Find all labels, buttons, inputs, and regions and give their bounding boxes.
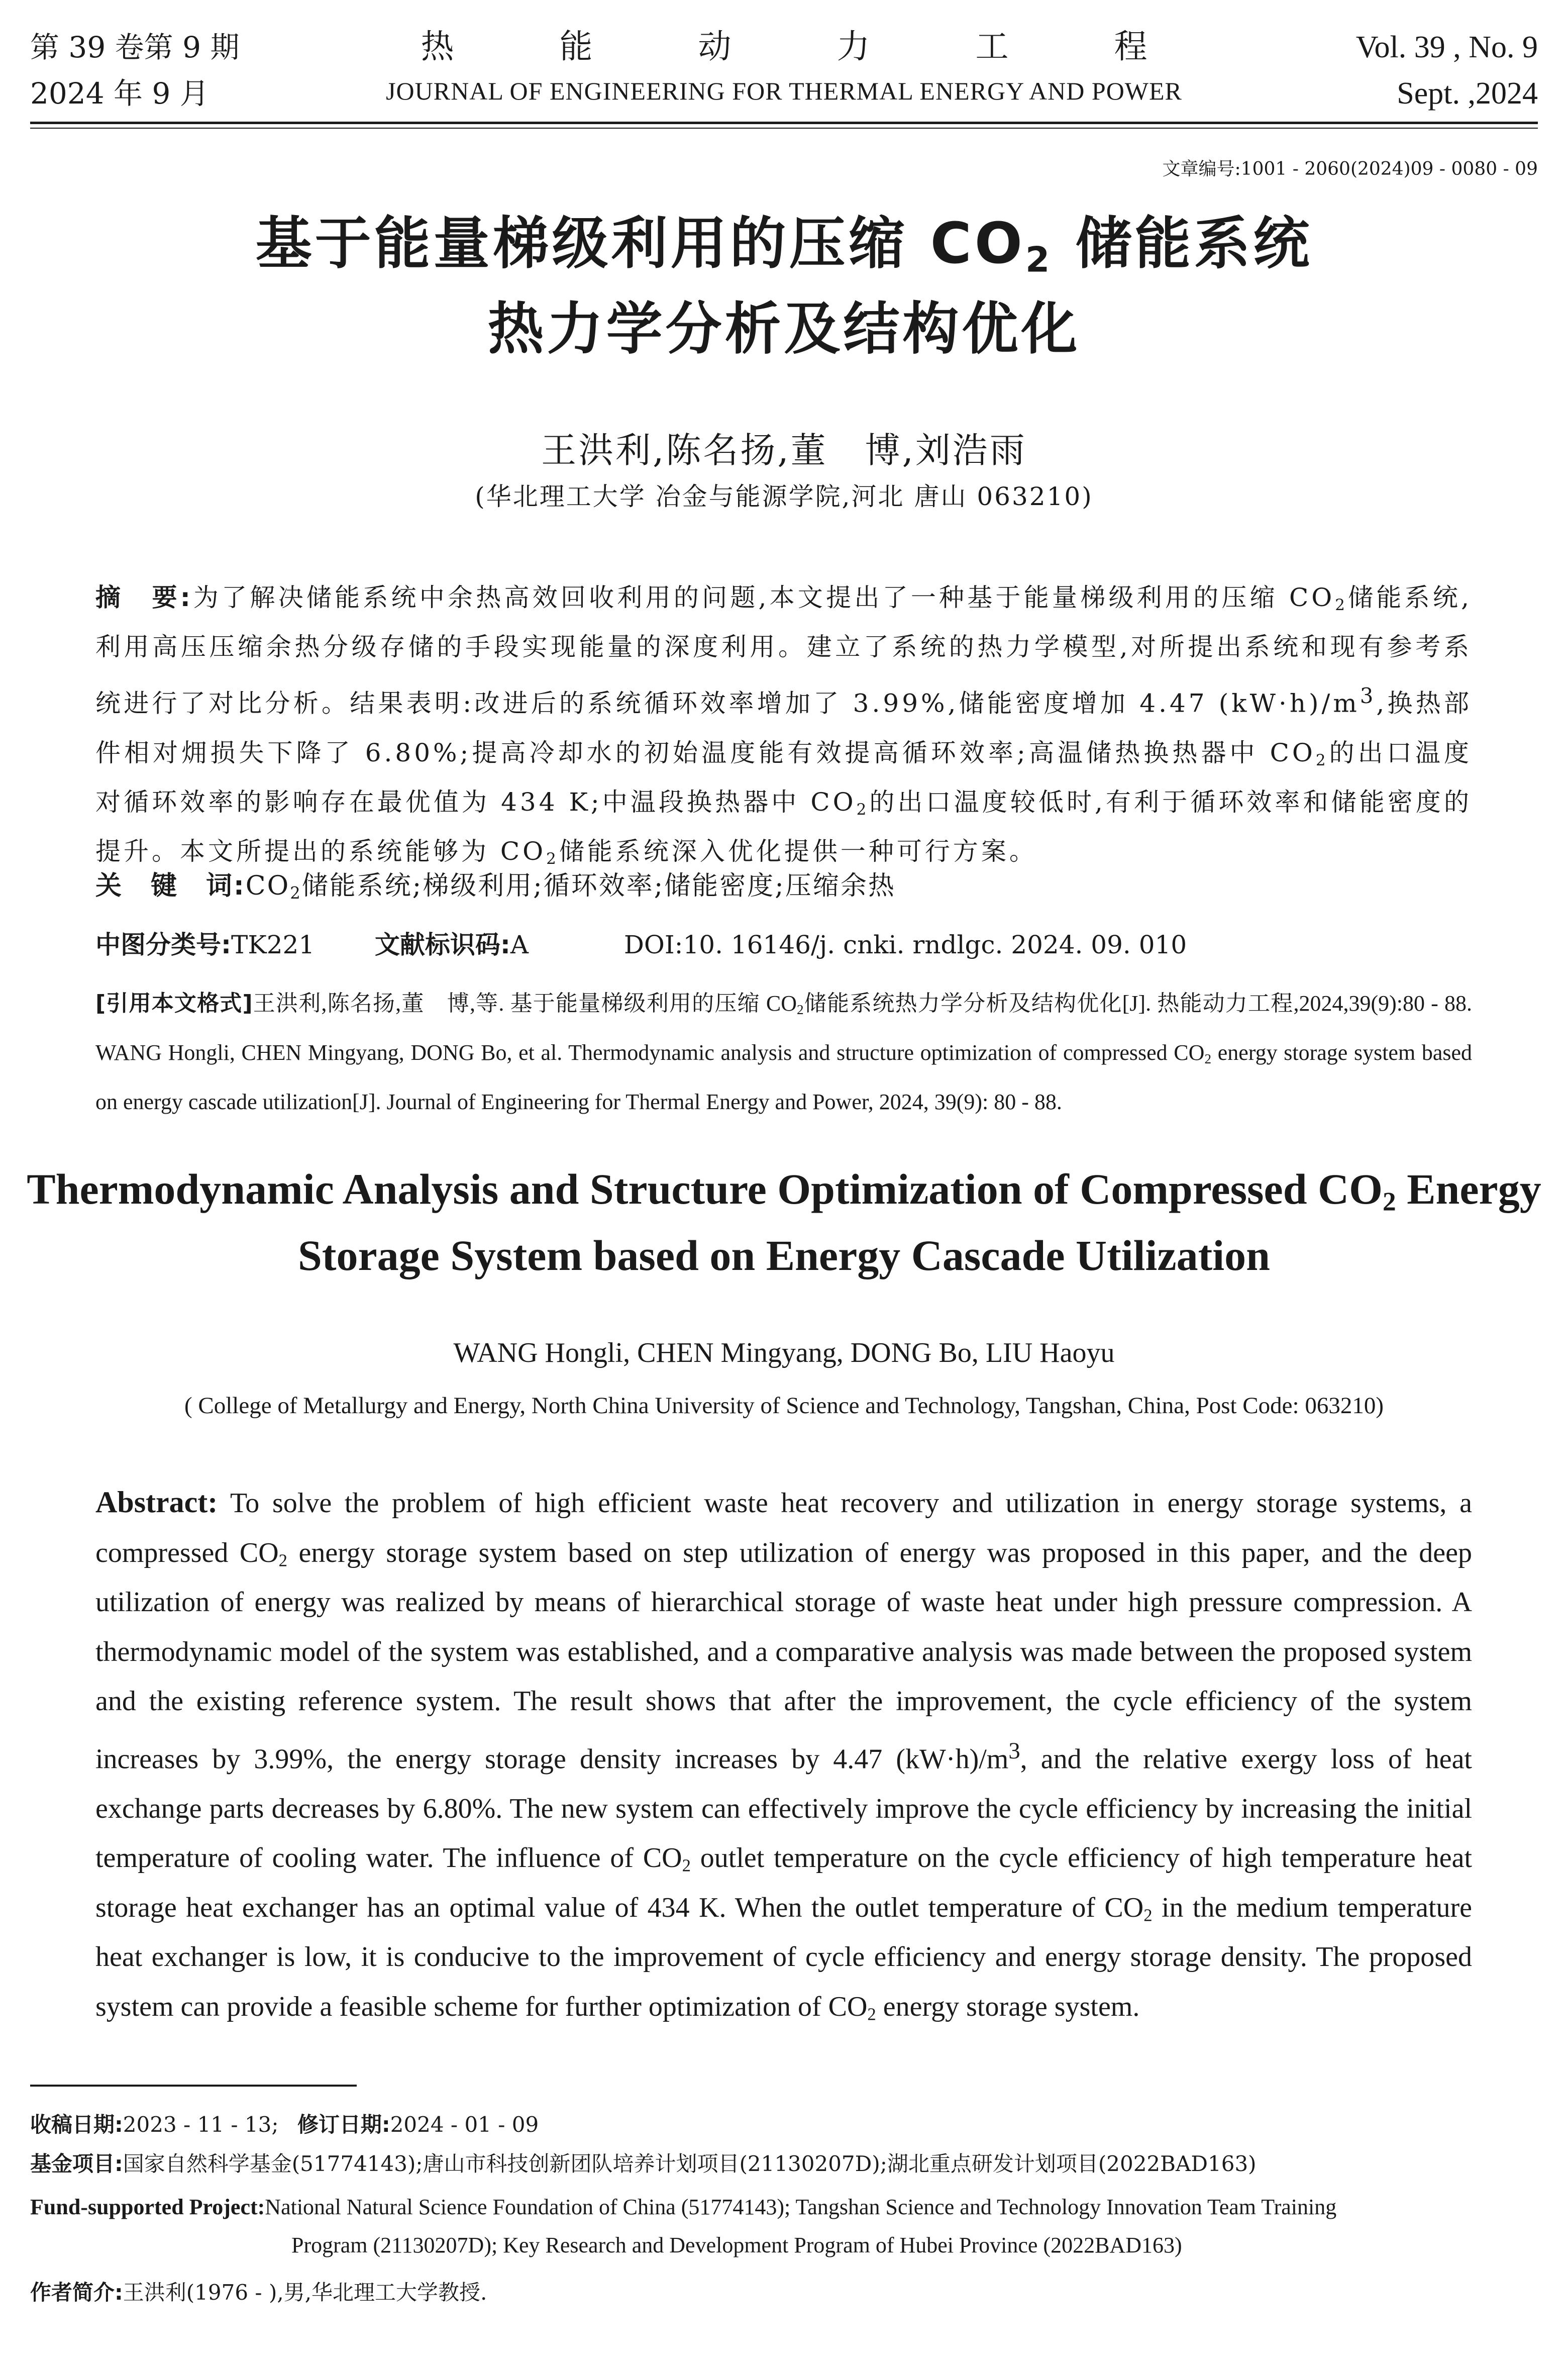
authors-cn: 王洪利,陈名扬,董 博,刘浩雨 [541, 430, 1027, 471]
header-journal [0, 24, 1568, 113]
title-en-line2: Storage System based on Energy Cascade Utilization [298, 1231, 1270, 1280]
keywords-label: 关 键 词: [95, 871, 246, 901]
footnote-dates: 收稿日期:2023 - 11 - 13; 修订日期:2024 - 01 - 09 [30, 2112, 539, 2137]
title-cn [0, 201, 1568, 372]
footnote-author: 作者简介:王洪利(1976 - ),男,华北理工大学教授. [30, 2280, 487, 2305]
date-en: Sept. ,2024 [1397, 76, 1538, 111]
journal-name-en: JOURNAL OF ENGINEERING FOR THERMAL ENERGY AND POWER [386, 77, 1182, 105]
journal-name-cn: 热能动力工程 [421, 27, 1253, 66]
doi: DOI:10. 16146/j. cnki. rndlgc. 2024. 09. 010 [623, 930, 1187, 959]
authors-en: WANG Hongli, CHEN Mingyang, DONG Bo, LIU Haoyu [453, 1337, 1115, 1368]
footnote-rule [30, 2085, 357, 2087]
abstract-en-label: Abstract: [95, 1486, 218, 1519]
clc-label: 中图分类号: [95, 930, 231, 959]
affiliation-en: ( College of Metallurgy and Energy, North China University of Science and Technology, Tangshan, China, Post Code: 063210) [184, 1393, 1384, 1419]
title-cn-line1: 基于能量梯级利用的压缩 $CO_2$ 储能系统 [255, 211, 1313, 280]
citation-block: [引用本文格式]王洪利,陈名扬,董 博,等. 基于能量梯级利用的压缩 $CO_2$储能系统热力学分析及结构优化[J]. 热能动力工程,2024,39(9):80 - 88. WANG Hongli, CHEN Mingyang, DONG Bo, et al. Thermodynamic analysis and structure optimization of compressed $CO_2$ energy storage system based on energy cascade utilization[J]. Journal of Engineering for Thermal Energy and Power, 2024, 39(9): 80 - 88. [95, 991, 1473, 1114]
footnote-fund-cn: 基金项目:国家自然科学基金(51774143);唐山市科技创新团队培养计划项目(21130207D);湖北重点研发计划项目(2022BAD163) [30, 2151, 1257, 2176]
volume-issue-cn: 第 39 卷第 9 期 [30, 30, 240, 64]
affiliation-cn: (华北理工大学 冶金与能源学院,河北 唐山 063210) [475, 482, 1093, 511]
abstract-cn: 摘 要:为了解决储能系统中余热高效回收利用的问题,本文提出了一种基于能量梯级利用的压缩 $CO_2$储能系统,利用高压压缩余热分级存储的手段实现能量的深度利用。建立了系统的热力学模型,对所提出系统和现有参考系统进行了对比分析。结果表明:改进后的系统循环效率增加了 3.99%,储能密度增加 4.47 $(kW\cdot h)/m^3$,换热部件相对㶲损失下降了 6.80%;提高冷却水的初始温度能有效提高循环效率;高温储热换热器中 $CO_2$的出口温度对循环效率的影响存在最优值为 434 K;中温段换热器中 $CO_2$的出口温度较低时,有利于循环效率和储能密度的提升。本文所提出的系统能够为 $CO_2$储能系统深入优化提供一种可行方案。 [95, 583, 1472, 868]
title-cn-line2: 热力学分析及结构优化 [487, 297, 1081, 362]
doc-code-label: 文献标识码: [374, 930, 510, 959]
header-volume-en [1356, 24, 1538, 117]
keywords-cn: 关 键 词$:CO_2$储能系统;梯级利用;循环效率;储能密度;压缩余热 [95, 871, 896, 903]
abstract-cn-label: 摘 要: [95, 583, 193, 612]
title-en-line1: Thermodynamic Analysis and Structure Optimization of Compressed $CO_2$ Energy [27, 1165, 1541, 1217]
doc-code-value: A [510, 930, 529, 959]
footnote-fund-en: Fund-supported Project:National Natural Science Foundation of China (51774143); Tangshan Science and Technology Innovation Team Training Program (21130207D); Key Research and Development Program of Hubei Province (2022BAD163) [30, 2195, 1337, 2257]
header-rule-thin [30, 128, 1538, 129]
abstract-en: Abstract: To solve the problem of high efficient waste heat recovery and utilization in energy storage systems, a compressed $CO_2$ energy storage system based on step utilization of energy was proposed in this paper, and the deep utilization of energy was realized by means of hierarchical storage of waste heat under high pressure compression. A thermodynamic model of the system was established, and a comparative analysis was made between the proposed system and the existing reference system. The result shows that after the improvement, the cycle efficiency of the system increases by 3.99%, the energy storage density increases by 4.47 $(kW\cdot h)/m^3$, and the relative exergy loss of heat exchange parts decreases by 6.80%. The new system can effectively improve the cycle efficiency by increasing the initial temperature of cooling water. The influence of $CO_2$ outlet temperature on the cycle efficiency of high temperature heat storage heat exchanger has an optimal value of 434 K. When the outlet temperature of $CO_2$ in the medium temperature heat exchanger is low, it is conducive to the improvement of cycle efficiency and energy storage density. The proposed system can provide a feasible scheme for further optimization of $CO_2$ energy storage system. [95, 1486, 1473, 2024]
volume-issue-en: Vol. 39 , No. 9 [1355, 30, 1538, 64]
citation-label: [引用本文格式] [95, 991, 253, 1016]
title-en [0, 1156, 1568, 1289]
classification-line [95, 925, 1187, 961]
article-number: 文章编号:1001 - 2060(2024)09 - 0080 - 09 [1162, 159, 1538, 179]
date-cn: 2024 年 9 月 [30, 76, 209, 111]
clc-value: TK221 [231, 930, 315, 959]
header-rule-thick [30, 122, 1538, 124]
